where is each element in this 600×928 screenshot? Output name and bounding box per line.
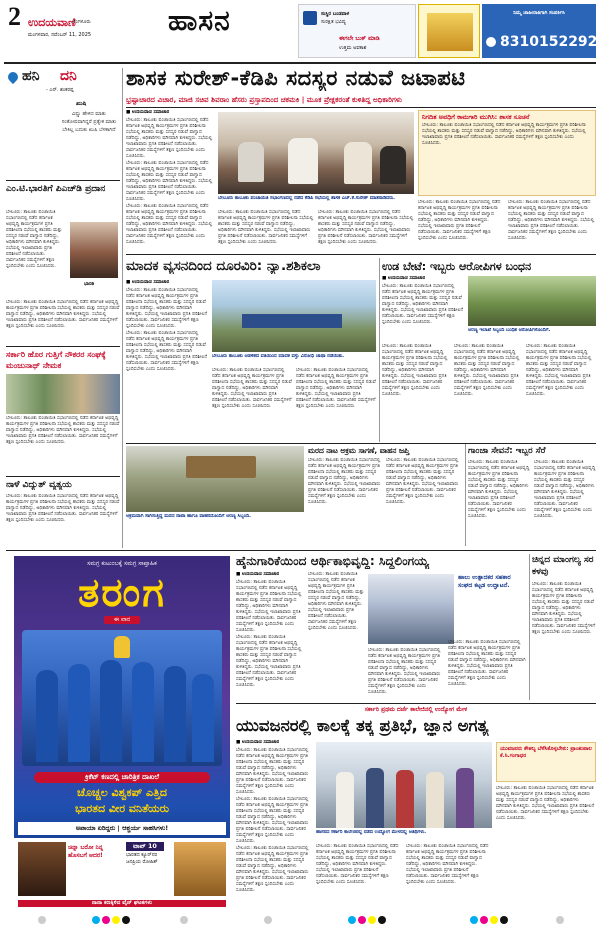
bottom-body-3: ಬೇಲೂರು: ತಾಲೂಕು ಪಂಚಾಯಿತಿ ಸಭಾಂಗಣದಲ್ಲಿ ನಡೆದ ಕರ್ನಾಟಕ ಅಭಿವೃದ್ಧಿ ಕಾರ್ಯಕ್ರಮಗಳ ಪ್ರಗತಿ ಪರಿಶೀಲನಾ ಸಭೆಯಲ್ಲಿ ಶಾಸಕರು ಮತ್ತು ಸದಸ್ಯರ ನಡುವೆ ವಾಗ್ವಾದ ನಡೆದಿದ್ದು, ಅಧಿಕಾರಿಗಳು ಮೌನವಾಗಿ ಕುಳಿತಿದ್ದರು. ಸಭೆಯಲ್ಲಿ ಇಲಾಖಾವಾರು ಪ್ರಗತಿ ಪರಿಶೀಲನೆ ನಡೆಸಲಾಯಿತು. ಸಾರ್ವಜನಿಕರ ಸಮಸ್ಯೆಗಳಿಗೆ ತಕ್ಷಣ ಸ್ಪಂದಿಸಬೇಕು ಎಂದು ಸೂಚಿಸಿದರು.	[236, 846, 309, 893]
masthead-rule	[4, 62, 596, 64]
lead-box	[418, 110, 596, 196]
ad3-phone[interactable]: 8310152292	[500, 34, 598, 50]
horticulture-body-1: ಬೇಲೂರು: ತಾಲೂಕು ಪಂಚಾಯಿತಿ ಸಭಾಂಗಣದಲ್ಲಿ ನಡೆದ ಕರ್ನಾಟಕ ಅಭಿವೃದ್ಧಿ ಕಾರ್ಯಕ್ರಮಗಳ ಪ್ರಗತಿ ಪರಿಶೀಲನಾ ಸಭೆಯಲ್ಲಿ ಶಾಸಕರು ಮತ್ತು ಸದಸ್ಯರ ನಡುವೆ ವಾಗ್ವಾದ ನಡೆದಿದ್ದು, ಅಧಿಕಾರಿಗಳು ಮೌನವಾಗಿ ಕುಳಿತಿದ್ದರು. ಸಭೆಯಲ್ಲಿ ಇಲಾಖಾವಾರು ಪ್ರಗತಿ ಪರಿಶೀಲನೆ ನಡೆಸಲಾಯಿತು. ಸಾರ್ವಜನಿಕರ ಸಮಸ್ಯೆಗಳಿಗೆ ತಕ್ಷಣ ಸ್ಪಂದಿಸಬೇಕು ಎಂದು ಸೂಚಿಸಿದರು.	[236, 580, 302, 633]
lead-body-2: ಬೇಲೂರು: ತಾಲೂಕು ಪಂಚಾಯಿತಿ ಸಭಾಂಗಣದಲ್ಲಿ ನಡೆದ ಕರ್ನಾಟಕ ಅಭಿವೃದ್ಧಿ ಕಾರ್ಯಕ್ರಮಗಳ ಪ್ರಗತಿ ಪರಿಶೀಲನಾ ಸಭೆಯಲ್ಲಿ ಶಾಸಕರು ಮತ್ತು ಸದಸ್ಯರ ನಡುವೆ ವಾಗ್ವಾದ ನಡೆದಿದ್ದು, ಅಧಿಕಾರಿಗಳು ಮೌನವಾಗಿ ಕುಳಿತಿದ್ದರು. ಸಭೆಯಲ್ಲಿ ಇಲಾಖಾವಾರು ಪ್ರಗತಿ ಪರಿಶೀಲನೆ ನಡೆಸಲಾಯಿತು. ಸಾರ್ವಜನಿಕರ ಸಮಸ್ಯೆಗಳಿಗೆ ತಕ್ಷಣ ಸ್ಪಂದಿಸಬೇಕು ಎಂದು ಸೂಚಿಸಿದರು.	[126, 161, 213, 202]
trophy-icon	[114, 636, 130, 658]
hani-dani-box	[6, 68, 120, 178]
paper-name: ಉದಯವಾಣಿ	[28, 16, 76, 29]
mango-body: ಬೇಲೂರು: ತಾಲೂಕು ಪಂಚಾಯಿತಿ ಸಭಾಂಗಣದಲ್ಲಿ ನಡೆದ ಕರ್ನಾಟಕ ಅಭಿವೃದ್ಧಿ ಕಾರ್ಯಕ್ರಮಗಳ ಪ್ರಗತಿ ಪರಿಶೀಲನಾ ಸಭೆಯಲ್ಲಿ ಶಾಸಕರು ಮತ್ತು ಸದಸ್ಯರ ನಡುವೆ ವಾಗ್ವಾದ ನಡೆದಿದ್ದು, ಅಧಿಕಾರಿಗಳು ಮೌನವಾಗಿ ಕುಳಿತಿದ್ದರು. ಸಭೆಯಲ್ಲಿ ಇಲಾಖಾವಾರು ಪ್ರಗತಿ ಪರಿಶೀಲನೆ ನಡೆಸಲಾಯಿತು. ಸಾರ್ವಜನಿಕರ ಸಮಸ್ಯೆಗಳಿಗೆ ತಕ್ಷಣ ಸ್ಪಂದಿಸಬೇಕು ಎಂದು ಸೂಚಿಸಿದರು.	[532, 582, 596, 635]
hani-label: ಹನಿ	[22, 68, 40, 84]
bottom-box	[496, 742, 596, 782]
horticulture-byline: ■ ಉದಯವಾಣಿ ಸಮಾಚಾರ	[236, 572, 280, 577]
lead-body-1: ಬೇಲೂರು: ತಾಲೂಕು ಪಂಚಾಯಿತಿ ಸಭಾಂಗಣದಲ್ಲಿ ನಡೆದ ಕರ್ನಾಟಕ ಅಭಿವೃದ್ಧಿ ಕಾರ್ಯಕ್ರಮಗಳ ಪ್ರಗತಿ ಪರಿಶೀಲನಾ ಸಭೆಯಲ್ಲಿ ಶಾಸಕರು ಮತ್ತು ಸದಸ್ಯರ ನಡುವೆ ವಾಗ್ವಾದ ನಡೆದಿದ್ದು, ಅಧಿಕಾರಿಗಳು ಮೌನವಾಗಿ ಕುಳಿತಿದ್ದರು. ಸಭೆಯಲ್ಲಿ ಇಲಾಖಾವಾರು ಪ್ರಗತಿ ಪರಿಶೀಲನೆ ನಡೆಸಲಾಯಿತು. ಸಾರ್ವಜನಿಕರ ಸಮಸ್ಯೆಗಳಿಗೆ ತಕ್ಷಣ ಸ್ಪಂದಿಸಬೇಕು ಎಂದು ಸೂಚಿಸಿದರು.	[126, 118, 213, 159]
timber-caption: ಅಕ್ರಮವಾಗಿ ಸಾಗಿಸುತ್ತಿದ್ದ ಮರದ ನಾಟಾ ಹಾಗೂ ವಾಹನದೊಂದಿಗೆ ಅರಣ್ಯ ಸಿಬ್ಬಂದಿ.	[126, 514, 251, 519]
taranga-sub: ಈ ವಾರ	[104, 616, 140, 624]
lead-byline: ■ ಉದಯವಾಣಿ ಸಮಾಚಾರ	[126, 110, 170, 115]
taranga-title: ತರಂಗ	[78, 570, 166, 616]
col-sep-ganja	[465, 444, 466, 546]
mango-headline: ಚಿನ್ನದ ಮಾಂಗಲ್ಯ ಸರ ಕಳವು	[532, 555, 594, 577]
left-rule-2	[6, 346, 120, 347]
lead-col-4: ಬೇಲೂರು: ತಾಲೂಕು ಪಂಚಾಯಿತಿ ಸಭಾಂಗಣದಲ್ಲಿ ನಡೆದ ಕರ್ನಾಟಕ ಅಭಿವೃದ್ಧಿ ಕಾರ್ಯಕ್ರಮಗಳ ಪ್ರಗತಿ ಪರಿಶೀಲನಾ ಸಭೆಯಲ್ಲಿ ಶಾಸಕರು ಮತ್ತು ಸದಸ್ಯರ ನಡುವೆ ವಾಗ್ವಾದ ನಡೆದಿದ್ದು, ಅಧಿಕಾರಿಗಳು ಮೌನವಾಗಿ ಕುಳಿತಿದ್ದರು. ಸಭೆಯಲ್ಲಿ ಇಲಾಖಾವಾರು ಪ್ರಗತಿ ಪರಿಶೀಲನೆ ನಡೆಸಲಾಯಿತು. ಸಾರ್ವಜನಿಕರ ಸಮಸ್ಯೆಗಳಿಗೆ ತಕ್ಷಣ ಸ್ಪಂದಿಸಬೇಕು ಎಂದು ಸೂಚಿಸಿದರು.	[418, 200, 501, 241]
edition-label: ಬೆಂಗಳೂರು	[72, 19, 91, 25]
ganja-headline: ಗಾಂಜಾ ಸೇವನೆ: ಇಬ್ಬರ ಸೆರೆ	[468, 446, 546, 456]
bank-logo-icon	[303, 11, 317, 25]
issue-date: ಮಂಗಳವಾರ, ನವೆಂಬರ್ 11, 2025	[28, 32, 92, 38]
story2-title: ಸರ್ಕಾರಿ ಹೊರ ಗುತ್ತಿಗೆ ನೌಕರರ ಸಂಘಕ್ಕೆ ಮಂಜುನಾಥ್ ನೇಮಕ	[6, 350, 106, 370]
taranga-line1: ಕ್ರಿಕೆಟ್ ಕಣದಲ್ಲಿ ಚಾರಿತ್ರಿಕ ದಾಖಲೆ	[34, 772, 210, 783]
story2-body: ಬೇಲೂರು: ತಾಲೂಕು ಪಂಚಾಯಿತಿ ಸಭಾಂಗಣದಲ್ಲಿ ನಡೆದ ಕರ್ನಾಟಕ ಅಭಿವೃದ್ಧಿ ಕಾರ್ಯಕ್ರಮಗಳ ಪ್ರಗತಿ ಪರಿಶೀಲನಾ ಸಭೆಯಲ್ಲಿ ಶಾಸಕರು ಮತ್ತು ಸದಸ್ಯರ ನಡುವೆ ವಾಗ್ವಾದ ನಡೆದಿದ್ದು, ಅಧಿಕಾರಿಗಳು ಮೌನವಾಗಿ ಕುಳಿತಿದ್ದರು. ಸಭೆಯಲ್ಲಿ ಇಲಾಖಾವಾರು ಪ್ರಗತಿ ಪರಿಶೀಲನೆ ನಡೆಸಲಾಯಿತು. ಸಾರ್ವಜನಿಕರ ಸಮಸ್ಯೆಗಳಿಗೆ ತಕ್ಷಣ ಸ್ಪಂದಿಸಬೇಕು ಎಂದು ಸೂಚಿಸಿದರು.	[6, 416, 120, 445]
timber-photo	[126, 446, 304, 512]
district-title: ಹಾಸನ	[168, 4, 231, 37]
ad2-image	[427, 13, 473, 51]
taranga-tagline: ಸಮಗ್ರ ಕುಟುಂಬಕ್ಕೆ ಸಮಗ್ರ ಸಾಪ್ತಾಹಿಕ	[87, 560, 157, 567]
ad3-line1: ನಿಮ್ಮ ಜಾಹೀರಾತಿಗಾಗಿ ಸಂಪರ್ಕಿಸಿ	[513, 10, 565, 16]
bottom-headline: ಯುವಜನರಲ್ಲಿ ಕಾಲಕ್ಕೆ ತಕ್ಕ ಪ್ರತಿಭೆ, ಜ್ಞಾನ ಅಗತ್ಯ	[236, 716, 489, 735]
drugs-headline: ಮಾದಕ ವ್ಯಸನದಿಂದ ದೂರವಿರಿ: ನ್ಯಾ.ಶಶಿಕಲಾ	[126, 258, 321, 274]
lead-photo	[218, 112, 414, 194]
poem-text: ವಿಷ್ಣು ಹೇಳಿದ ಮಾತು ಸಂತೋಷವಾಗಿದ್ದರೆ ಪ್ರತ್ಯೇಕ ಮಾತು ಬೇಕಿಲ್ಲ ಬದುಕು ಖುಷಿ ಬೆಳಕಾಗಿದೆ	[61, 111, 117, 133]
story1-title: ಎಂ.ಟಿ.ಭಾರತಿಗೆ ಪಿಎಚ್‌ಡಿ ಪ್ರದಾನ	[6, 184, 106, 194]
ad1-line2: ಸುರಕ್ಷಿತ ಭವಿಷ್ಯ	[321, 19, 346, 25]
forest-headline: ಉಡ ಬೇಟೆ: ಇಬ್ಬರು ಆರೋಪಿಗಳ ಬಂಧನ	[382, 260, 532, 273]
drop-icon	[6, 70, 20, 84]
lead-col-1	[126, 110, 214, 248]
left-rule-1	[6, 180, 120, 181]
lead-rule	[126, 107, 596, 108]
forest-photo	[468, 276, 596, 326]
rule-under-lead	[126, 254, 596, 255]
bottom-byline: ■ ಉದಯವಾಣಿ ಸಮಾಚಾರ	[236, 740, 280, 745]
drugs-body-1: ಬೇಲೂರು: ತಾಲೂಕು ಪಂಚಾಯಿತಿ ಸಭಾಂಗಣದಲ್ಲಿ ನಡೆದ ಕರ್ನಾಟಕ ಅಭಿವೃದ್ಧಿ ಕಾರ್ಯಕ್ರಮಗಳ ಪ್ರಗತಿ ಪರಿಶೀಲನಾ ಸಭೆಯಲ್ಲಿ ಶಾಸಕರು ಮತ್ತು ಸದಸ್ಯರ ನಡುವೆ ವಾಗ್ವಾದ ನಡೆದಿದ್ದು, ಅಧಿಕಾರಿಗಳು ಮೌನವಾಗಿ ಕುಳಿತಿದ್ದರು. ಸಭೆಯಲ್ಲಿ ಇಲಾಖಾವಾರು ಪ್ರಗತಿ ಪರಿಶೀಲನೆ ನಡೆಸಲಾಯಿತು. ಸಾರ್ವಜನಿಕರ ಸಮಸ್ಯೆಗಳಿಗೆ ತಕ್ಷಣ ಸ್ಪಂದಿಸಬೇಕು ಎಂದು ಸೂಚಿಸಿದರು.	[126, 288, 208, 329]
col-sep-left	[122, 68, 123, 548]
horticulture-headline: ಹೈನುಗಾರಿಕೆಯಿಂದ ಆರ್ಥಿಕಾಭಿವೃದ್ಧಿ: ಸಿದ್ದಲಿಂಗಯ್ಯ	[236, 554, 429, 568]
forest-col-2: ಬೇಲೂರು: ತಾಲೂಕು ಪಂಚಾಯಿತಿ ಸಭಾಂಗಣದಲ್ಲಿ ನಡೆದ ಕರ್ನಾಟಕ ಅಭಿವೃದ್ಧಿ ಕಾರ್ಯಕ್ರಮಗಳ ಪ್ರಗತಿ ಪರಿಶೀಲನಾ ಸಭೆಯಲ್ಲಿ ಶಾಸಕರು ಮತ್ತು ಸದಸ್ಯರ ನಡುವೆ ವಾಗ್ವಾದ ನಡೆದಿದ್ದು, ಅಧಿಕಾರಿಗಳು ಮೌನವಾಗಿ ಕುಳಿತಿದ್ದರು. ಸಭೆಯಲ್ಲಿ ಇಲಾಖಾವಾರು ಪ್ರಗತಿ ಪರಿಶೀಲನೆ ನಡೆಸಲಾಯಿತು. ಸಾರ್ವಜನಿಕರ ಸಮಸ್ಯೆಗಳಿಗೆ ತಕ್ಷಣ ಸ್ಪಂದಿಸಬೇಕು ಎಂದು ಸೂಚಿಸಿದರು.	[382, 344, 448, 397]
masthead	[0, 0, 600, 64]
hani-author: - ಎನ್. ಶಂಕರಪ್ಪ	[46, 87, 74, 93]
story1-body: ಬೇಲೂರು: ತಾಲೂಕು ಪಂಚಾಯಿತಿ ಸಭಾಂಗಣದಲ್ಲಿ ನಡೆದ ಕರ್ನಾಟಕ ಅಭಿವೃದ್ಧಿ ಕಾರ್ಯಕ್ರಮಗಳ ಪ್ರಗತಿ ಪರಿಶೀಲನಾ ಸಭೆಯಲ್ಲಿ ಶಾಸಕರು ಮತ್ತು ಸದಸ್ಯರ ನಡುವೆ ವಾಗ್ವಾದ ನಡೆದಿದ್ದು, ಅಧಿಕಾರಿಗಳು ಮೌನವಾಗಿ ಕುಳಿತಿದ್ದರು. ಸಭೆಯಲ್ಲಿ ಇಲಾಖಾವಾರು ಪ್ರಗತಿ ಪರಿಶೀಲನೆ ನಡೆಸಲಾಯಿತು. ಸಾರ್ವಜನಿಕರ ಸಮಸ್ಯೆಗಳಿಗೆ ತಕ್ಷಣ ಸ್ಪಂದಿಸಬೇಕು ಎಂದು ಸೂಚಿಸಿದರು.	[6, 210, 62, 269]
drugs-caption: ಬೇಲೂರು ತಾಲೂಕು ಆಡಳಿತದ ವತಿಯಿಂದ ಮಾದಕ ವಸ್ತು ವಿರೋಧಿ ಜಾಥಾ ನಡೆಯಿತು.	[212, 354, 345, 359]
lead-col-3: ಬೇಲೂರು: ತಾಲೂಕು ಪಂಚಾಯಿತಿ ಸಭಾಂಗಣದಲ್ಲಿ ನಡೆದ ಕರ್ನಾಟಕ ಅಭಿವೃದ್ಧಿ ಕಾರ್ಯಕ್ರಮಗಳ ಪ್ರಗತಿ ಪರಿಶೀಲನಾ ಸಭೆಯಲ್ಲಿ ಶಾಸಕರು ಮತ್ತು ಸದಸ್ಯರ ನಡುವೆ ವಾಗ್ವಾದ ನಡೆದಿದ್ದು, ಅಧಿಕಾರಿಗಳು ಮೌನವಾಗಿ ಕುಳಿತಿದ್ದರು. ಸಭೆಯಲ್ಲಿ ಇಲಾಖಾವಾರು ಪ್ರಗತಿ ಪರಿಶೀಲನೆ ನಡೆಸಲಾಯಿತು. ಸಾರ್ವಜನಿಕರ ಸಮಸ್ಯೆಗಳಿಗೆ ತಕ್ಷಣ ಸ್ಪಂದಿಸಬೇಕು ಎಂದು ಸೂಚಿಸಿದರು.	[318, 210, 414, 245]
rule-above-bottom	[236, 703, 596, 704]
ganja-col-1: ಬೇಲೂರು: ತಾಲೂಕು ಪಂಚಾಯಿತಿ ಸಭಾಂಗಣದಲ್ಲಿ ನಡೆದ ಕರ್ನಾಟಕ ಅಭಿವೃದ್ಧಿ ಕಾರ್ಯಕ್ರಮಗಳ ಪ್ರಗತಿ ಪರಿಶೀಲನಾ ಸಭೆಯಲ್ಲಿ ಶಾಸಕರು ಮತ್ತು ಸದಸ್ಯರ ನಡುವೆ ವಾಗ್ವಾದ ನಡೆದಿದ್ದು, ಅಧಿಕಾರಿಗಳು ಮೌನವಾಗಿ ಕುಳಿತಿದ್ದರು. ಸಭೆಯಲ್ಲಿ ಇಲಾಖಾವಾರು ಪ್ರಗತಿ ಪರಿಶೀಲನೆ ನಡೆಸಲಾಯಿತು. ಸಾರ್ವಜನಿಕರ ಸಮಸ್ಯೆಗಳಿಗೆ ತಕ್ಷಣ ಸ್ಪಂದಿಸಬೇಕು ಎಂದು ಸೂಚಿಸಿದರು.	[468, 460, 530, 519]
bottom-col-3: ಬೇಲೂರು: ತಾಲೂಕು ಪಂಚಾಯಿತಿ ಸಭಾಂಗಣದಲ್ಲಿ ನಡೆದ ಕರ್ನಾಟಕ ಅಭಿವೃದ್ಧಿ ಕಾರ್ಯಕ್ರಮಗಳ ಪ್ರಗತಿ ಪರಿಶೀಲನಾ ಸಭೆಯಲ್ಲಿ ಶಾಸಕರು ಮತ್ತು ಸದಸ್ಯರ ನಡುವೆ ವಾಗ್ವಾದ ನಡೆದಿದ್ದು, ಅಧಿಕಾರಿಗಳು ಮೌನವಾಗಿ ಕುಳಿತಿದ್ದರು. ಸಭೆಯಲ್ಲಿ ಇಲಾಖಾವಾರು ಪ್ರಗತಿ ಪರಿಶೀಲನೆ ನಡೆಸಲಾಯಿತು. ಸಾರ್ವಜನಿಕರ ಸಮಸ್ಯೆಗಳಿಗೆ ತಕ್ಷಣ ಸ್ಪಂದಿಸಬೇಕು ಎಂದು ಸೂಚಿಸಿದರು.	[406, 844, 489, 885]
story2-photo	[6, 374, 120, 414]
taranga-top10: ಟಾಪ್ 10	[126, 842, 164, 851]
bottom-body-2: ಬೇಲೂರು: ತಾಲೂಕು ಪಂಚಾಯಿತಿ ಸಭಾಂಗಣದಲ್ಲಿ ನಡೆದ ಕರ್ನಾಟಕ ಅಭಿವೃದ್ಧಿ ಕಾರ್ಯಕ್ರಮಗಳ ಪ್ರಗತಿ ಪರಿಶೀಲನಾ ಸಭೆಯಲ್ಲಿ ಶಾಸಕರು ಮತ್ತು ಸದಸ್ಯರ ನಡುವೆ ವಾಗ್ವಾದ ನಡೆದಿದ್ದು, ಅಧಿಕಾರಿಗಳು ಮೌನವಾಗಿ ಕುಳಿತಿದ್ದರು. ಸಭೆಯಲ್ಲಿ ಇಲಾಖಾವಾರು ಪ್ರಗತಿ ಪರಿಶೀಲನೆ ನಡೆಸಲಾಯಿತು. ಸಾರ್ವಜನಿಕರ ಸಮಸ್ಯೆಗಳಿಗೆ ತಕ್ಷಣ ಸ್ಪಂದಿಸಬೇಕು ಎಂದು ಸೂಚಿಸಿದರು.	[236, 797, 309, 844]
taranga-line3: ಭಾರತದ ವೀರ ವನಿತೆಯರು	[74, 802, 170, 815]
masthead-ad-2	[418, 4, 480, 58]
poem-title: ಖುಷಿ	[76, 100, 87, 107]
story3-body: ಬೇಲೂರು: ತಾಲೂಕು ಪಂಚಾಯಿತಿ ಸಭಾಂಗಣದಲ್ಲಿ ನಡೆದ ಕರ್ನಾಟಕ ಅಭಿವೃದ್ಧಿ ಕಾರ್ಯಕ್ರಮಗಳ ಪ್ರಗತಿ ಪರಿಶೀಲನಾ ಸಭೆಯಲ್ಲಿ ಶಾಸಕರು ಮತ್ತು ಸದಸ್ಯರ ನಡುವೆ ವಾಗ್ವಾದ ನಡೆದಿದ್ದು, ಅಧಿಕಾರಿಗಳು ಮೌನವಾಗಿ ಕುಳಿತಿದ್ದರು. ಸಭೆಯಲ್ಲಿ ಇಲಾಖಾವಾರು ಪ್ರಗತಿ ಪರಿಶೀಲನೆ ನಡೆಸಲಾಯಿತು. ಸಾರ್ವಜನಿಕರ ಸಮಸ್ಯೆಗಳಿಗೆ ತಕ್ಷಣ ಸ್ಪಂದಿಸಬೇಕು ಎಂದು ಸೂಚಿಸಿದರು.	[6, 494, 120, 523]
masthead-ad-1	[298, 4, 416, 58]
lead-body-3: ಬೇಲೂರು: ತಾಲೂಕು ಪಂಚಾಯಿತಿ ಸಭಾಂಗಣದಲ್ಲಿ ನಡೆದ ಕರ್ನಾಟಕ ಅಭಿವೃದ್ಧಿ ಕಾರ್ಯಕ್ರಮಗಳ ಪ್ರಗತಿ ಪರಿಶೀಲನಾ ಸಭೆಯಲ್ಲಿ ಶಾಸಕರು ಮತ್ತು ಸದಸ್ಯರ ನಡುವೆ ವಾಗ್ವಾದ ನಡೆದಿದ್ದು, ಅಧಿಕಾರಿಗಳು ಮೌನವಾಗಿ ಕುಳಿತಿದ್ದರು. ಸಭೆಯಲ್ಲಿ ಇಲಾಖಾವಾರು ಪ್ರಗತಿ ಪರಿಶೀಲನೆ ನಡೆಸಲಾಯಿತು. ಸಾರ್ವಜನಿಕರ ಸಮಸ್ಯೆಗಳಿಗೆ ತಕ್ಷಣ ಸ್ಪಂದಿಸಬೇಕು ಎಂದು ಸೂಚಿಸಿದರು.	[126, 204, 213, 245]
bottom-col-2: ಬೇಲೂರು: ತಾಲೂಕು ಪಂಚಾಯಿತಿ ಸಭಾಂಗಣದಲ್ಲಿ ನಡೆದ ಕರ್ನಾಟಕ ಅಭಿವೃದ್ಧಿ ಕಾರ್ಯಕ್ರಮಗಳ ಪ್ರಗತಿ ಪರಿಶೀಲನಾ ಸಭೆಯಲ್ಲಿ ಶಾಸಕರು ಮತ್ತು ಸದಸ್ಯರ ನಡುವೆ ವಾಗ್ವಾದ ನಡೆದಿದ್ದು, ಅಧಿಕಾರಿಗಳು ಮೌನವಾಗಿ ಕುಳಿತಿದ್ದರು. ಸಭೆಯಲ್ಲಿ ಇಲಾಖಾವಾರು ಪ್ರಗತಿ ಪರಿಶೀಲನೆ ನಡೆಸಲಾಯಿತು. ಸಾರ್ವಜನಿಕರ ಸಮಸ್ಯೆಗಳಿಗೆ ತಕ್ಷಣ ಸ್ಪಂದಿಸಬೇಕು ಎಂದು ಸೂಚಿಸಿದರು.	[316, 844, 399, 885]
bottom-photo-1	[18, 842, 66, 896]
rule-mid-page	[126, 443, 596, 444]
horticulture-body-2: ಬೇಲೂರು: ತಾಲೂಕು ಪಂಚಾಯಿತಿ ಸಭಾಂಗಣದಲ್ಲಿ ನಡೆದ ಕರ್ನಾಟಕ ಅಭಿವೃದ್ಧಿ ಕಾರ್ಯಕ್ರಮಗಳ ಪ್ರಗತಿ ಪರಿಶೀಲನಾ ಸಭೆಯಲ್ಲಿ ಶಾಸಕರು ಮತ್ತು ಸದಸ್ಯರ ನಡುವೆ ವಾಗ್ವಾದ ನಡೆದಿದ್ದು, ಅಧಿಕಾರಿಗಳು ಮೌನವಾಗಿ ಕುಳಿತಿದ್ದರು. ಸಭೆಯಲ್ಲಿ ಇಲಾಖಾವಾರು ಪ್ರಗತಿ ಪರಿಶೀಲನೆ ನಡೆಸಲಾಯಿತು. ಸಾರ್ವಜನಿಕರ ಸಮಸ್ಯೆಗಳಿಗೆ ತಕ್ಷಣ ಸ್ಪಂದಿಸಬೇಕು ಎಂದು ಸೂಚಿಸಿದರು.	[236, 635, 302, 688]
drugs-byline: ■ ಉದಯವಾಣಿ ಸಮಾಚಾರ	[126, 280, 170, 285]
forest-col-3: ಬೇಲೂರು: ತಾಲೂಕು ಪಂಚಾಯಿತಿ ಸಭಾಂಗಣದಲ್ಲಿ ನಡೆದ ಕರ್ನಾಟಕ ಅಭಿವೃದ್ಧಿ ಕಾರ್ಯಕ್ರಮಗಳ ಪ್ರಗತಿ ಪರಿಶೀಲನಾ ಸಭೆಯಲ್ಲಿ ಶಾಸಕರು ಮತ್ತು ಸದಸ್ಯರ ನಡುವೆ ವಾಗ್ವಾದ ನಡೆದಿದ್ದು, ಅಧಿಕಾರಿಗಳು ಮೌನವಾಗಿ ಕುಳಿತಿದ್ದರು. ಸಭೆಯಲ್ಲಿ ಇಲಾಖಾವಾರು ಪ್ರಗತಿ ಪರಿಶೀಲನೆ ನಡೆಸಲಾಯಿತು. ಸಾರ್ವಜನಿಕರ ಸಮಸ್ಯೆಗಳಿಗೆ ತಕ್ಷಣ ಸ್ಪಂದಿಸಬೇಕು ಎಂದು ಸೂಚಿಸಿದರು.	[454, 344, 520, 397]
taranga-ad[interactable]	[14, 556, 230, 912]
team-photo	[22, 630, 222, 766]
timber-headline: ಮರದ ನಾಟ ಅಕ್ರಮ ಸಾಗಣೆ, ವಾಹನ ಜಪ್ತಿ	[308, 446, 410, 455]
lead-subhead: ಭ್ರಷ್ಟಾಚಾರದ ವಿಚಾರ, ಮಾಜಿ ಸಚಿವ ಶಿವರಾಂ ಹೆಸರು ಪ್ರಸ್ತಾಪದಿಂದ ಚಕಮಕಿ | ಮೂಕ ಪ್ರೇಕ್ಷಕರಂತೆ ಕುಳಿತಿದ್ದ ಅಧಿಕಾರಿಗಳು	[126, 95, 403, 104]
bottom-kicker: ಸರ್ಕಾರಿ ಪ್ರಥಮ ದರ್ಜೆ ಕಾಲೇಜಿನಲ್ಲಿ ಉದ್ಯೋಗ ಮೇಳ	[364, 706, 468, 713]
story1-body-2: ಬೇಲೂರು: ತಾಲೂಕು ಪಂಚಾಯಿತಿ ಸಭಾಂಗಣದಲ್ಲಿ ನಡೆದ ಕರ್ನಾಟಕ ಅಭಿವೃದ್ಧಿ ಕಾರ್ಯಕ್ರಮಗಳ ಪ್ರಗತಿ ಪರಿಶೀಲನಾ ಸಭೆಯಲ್ಲಿ ಶಾಸಕರು ಮತ್ತು ಸದಸ್ಯರ ನಡುವೆ ವಾಗ್ವಾದ ನಡೆದಿದ್ದು, ಅಧಿಕಾರಿಗಳು ಮೌನವಾಗಿ ಕುಳಿತಿದ್ದರು. ಸಭೆಯಲ್ಲಿ ಇಲಾಖಾವಾರು ಪ್ರಗತಿ ಪರಿಶೀಲನೆ ನಡೆಸಲಾಯಿತು. ಸಾರ್ವಜನಿಕರ ಸಮಸ್ಯೆಗಳಿಗೆ ತಕ್ಷಣ ಸ್ಪಂದಿಸಬೇಕು ಎಂದು ಸೂಚಿಸಿದರು.	[6, 300, 120, 329]
story1-caption: ಭಾರತಿ	[84, 282, 95, 287]
horticulture-photo	[368, 574, 454, 644]
lead-box-title: ನಿಗದಿತ ಅವಧಿಗೆ ಕಾಮಗಾರಿ ಮುಗಿಸಿ: ಶಾಸಕ ಸೂಚನೆ	[422, 113, 530, 121]
bottom-body-1: ಬೇಲೂರು: ತಾಲೂಕು ಪಂಚಾಯಿತಿ ಸಭಾಂಗಣದಲ್ಲಿ ನಡೆದ ಕರ್ನಾಟಕ ಅಭಿವೃದ್ಧಿ ಕಾರ್ಯಕ್ರಮಗಳ ಪ್ರಗತಿ ಪರಿಶೀಲನಾ ಸಭೆಯಲ್ಲಿ ಶಾಸಕರು ಮತ್ತು ಸದಸ್ಯರ ನಡುವೆ ವಾಗ್ವಾದ ನಡೆದಿದ್ದು, ಅಧಿಕಾರಿಗಳು ಮೌನವಾಗಿ ಕುಳಿತಿದ್ದರು. ಸಭೆಯಲ್ಲಿ ಇಲಾಖಾವಾರು ಪ್ರಗತಿ ಪರಿಶೀಲನೆ ನಡೆಸಲಾಯಿತು. ಸಾರ್ವಜನಿಕರ ಸಮಸ್ಯೆಗಳಿಗೆ ತಕ್ಷಣ ಸ್ಪಂದಿಸಬೇಕು ಎಂದು ಸೂಚಿಸಿದರು.	[236, 748, 309, 795]
drugs-photo	[212, 280, 376, 352]
registration-marks	[0, 914, 600, 928]
bottom-photo-2	[174, 842, 226, 896]
bottom-box-text: ಯುವಜನರು ಕೌಶಲ್ಯ ಬೆಳೆಸಿಕೊಳ್ಳಬೇಕು: ಪ್ರಾಂಶುಪಾಲ ಕೆ.ಸಿ.ಗಂಗಾಧರ	[500, 746, 592, 759]
forest-body-1: ಬೇಲೂರು: ತಾಲೂಕು ಪಂಚಾಯಿತಿ ಸಭಾಂಗಣದಲ್ಲಿ ನಡೆದ ಕರ್ನಾಟಕ ಅಭಿವೃದ್ಧಿ ಕಾರ್ಯಕ್ರಮಗಳ ಪ್ರಗತಿ ಪರಿಶೀಲನಾ ಸಭೆಯಲ್ಲಿ ಶಾಸಕರು ಮತ್ತು ಸದಸ್ಯರ ನಡುವೆ ವಾಗ್ವಾದ ನಡೆದಿದ್ದು, ಅಧಿಕಾರಿಗಳು ಮೌನವಾಗಿ ಕುಳಿತಿದ್ದರು. ಸಭೆಯಲ್ಲಿ ಇಲಾಖಾವಾರು ಪ್ರಗತಿ ಪರಿಶೀಲನೆ ನಡೆಸಲಾಯಿತು. ಸಾರ್ವಜನಿಕರ ಸಮಸ್ಯೆಗಳಿಗೆ ತಕ್ಷಣ ಸ್ಪಂದಿಸಬೇಕು ಎಂದು ಸೂಚಿಸಿದರು.	[382, 284, 464, 324]
forest-byline: ■ ಉದಯವಾಣಿ ಸಮಾಚಾರ	[382, 276, 426, 281]
story1-photo	[70, 222, 118, 278]
drugs-col-2: ಬೇಲೂರು: ತಾಲೂಕು ಪಂಚಾಯಿತಿ ಸಭಾಂಗಣದಲ್ಲಿ ನಡೆದ ಕರ್ನಾಟಕ ಅಭಿವೃದ್ಧಿ ಕಾರ್ಯಕ್ರಮಗಳ ಪ್ರಗತಿ ಪರಿಶೀಲನಾ ಸಭೆಯಲ್ಲಿ ಶಾಸಕರು ಮತ್ತು ಸದಸ್ಯರ ನಡುವೆ ವಾಗ್ವಾದ ನಡೆದಿದ್ದು, ಅಧಿಕಾರಿಗಳು ಮೌನವಾಗಿ ಕುಳಿತಿದ್ದರು. ಸಭೆಯಲ್ಲಿ ಇಲಾಖಾವಾರು ಪ್ರಗತಿ ಪರಿಶೀಲನೆ ನಡೆಸಲಾಯಿತು. ಸಾರ್ವಜನಿಕರ ಸಮಸ್ಯೆಗಳಿಗೆ ತಕ್ಷಣ ಸ್ಪಂದಿಸಬೇಕು ಎಂದು ಸೂಚಿಸಿದರು.	[212, 368, 292, 409]
bottom-caption: ಹಾಸನದ ಸರ್ಕಾರಿ ಕಾಲೇಜಿನಲ್ಲಿ ನಡೆದ ಉದ್ಯೋಗ ಮೇಳದಲ್ಲಿ ಅತಿಥಿಗಳು.	[316, 830, 427, 835]
masthead-ad-3	[482, 4, 596, 58]
lead-caption: ಬೇಲೂರು ತಾಲೂಕು ಪಂಚಾಯಿತಿ ಸಭಾಂಗಣದಲ್ಲಿ ನಡೆದ ಕೆಡಿಪಿ ಸಭೆಯಲ್ಲಿ ಶಾಸಕ ಎಚ್.ಕೆ.ಸುರೇಶ್ ಮಾತನಾಡಿದರು.	[218, 196, 395, 201]
phone-icon	[486, 37, 496, 47]
ganja-col-2: ಬೇಲೂರು: ತಾಲೂಕು ಪಂಚಾಯಿತಿ ಸಭಾಂಗಣದಲ್ಲಿ ನಡೆದ ಕರ್ನಾಟಕ ಅಭಿವೃದ್ಧಿ ಕಾರ್ಯಕ್ರಮಗಳ ಪ್ರಗತಿ ಪರಿಶೀಲನಾ ಸಭೆಯಲ್ಲಿ ಶಾಸಕರು ಮತ್ತು ಸದಸ್ಯರ ನಡುವೆ ವಾಗ್ವಾದ ನಡೆದಿದ್ದು, ಅಧಿಕಾರಿಗಳು ಮೌನವಾಗಿ ಕುಳಿತಿದ್ದರು. ಸಭೆಯಲ್ಲಿ ಇಲಾಖಾವಾರು ಪ್ರಗತಿ ಪರಿಶೀಲನೆ ನಡೆಸಲಾಯಿತು. ಸಾರ್ವಜನಿಕರ ಸಮಸ್ಯೆಗಳಿಗೆ ತಕ್ಷಣ ಸ್ಪಂದಿಸಬೇಕು ಎಂದು ಸೂಚಿಸಿದರು.	[534, 460, 596, 519]
timber-col-1: ಬೇಲೂರು: ತಾಲೂಕು ಪಂಚಾಯಿತಿ ಸಭಾಂಗಣದಲ್ಲಿ ನಡೆದ ಕರ್ನಾಟಕ ಅಭಿವೃದ್ಧಿ ಕಾರ್ಯಕ್ರಮಗಳ ಪ್ರಗತಿ ಪರಿಶೀಲನಾ ಸಭೆಯಲ್ಲಿ ಶಾಸಕರು ಮತ್ತು ಸದಸ್ಯರ ನಡುವೆ ವಾಗ್ವಾದ ನಡೆದಿದ್ದು, ಅಧಿಕಾರಿಗಳು ಮೌನವಾಗಿ ಕುಳಿತಿದ್ದರು. ಸಭೆಯಲ್ಲಿ ಇಲಾಖಾವಾರು ಪ್ರಗತಿ ಪರಿಶೀಲನೆ ನಡೆಸಲಾಯಿತು. ಸಾರ್ವಜನಿಕರ ಸಮಸ್ಯೆಗಳಿಗೆ ತಕ್ಷಣ ಸ್ಪಂದಿಸಬೇಕು ಎಂದು ಸೂಚಿಸಿದರು.	[308, 458, 381, 505]
horticulture-col-2: ಬೇಲೂರು: ತಾಲೂಕು ಪಂಚಾಯಿತಿ ಸಭಾಂಗಣದಲ್ಲಿ ನಡೆದ ಕರ್ನಾಟಕ ಅಭಿವೃದ್ಧಿ ಕಾರ್ಯಕ್ರಮಗಳ ಪ್ರಗತಿ ಪರಿಶೀಲನಾ ಸಭೆಯಲ್ಲಿ ಶಾಸಕರು ಮತ್ತು ಸದಸ್ಯರ ನಡುವೆ ವಾಗ್ವಾದ ನಡೆದಿದ್ದು, ಅಧಿಕಾರಿಗಳು ಮೌನವಾಗಿ ಕುಳಿತಿದ್ದರು. ಸಭೆಯಲ್ಲಿ ಇಲಾಖಾವಾರು ಪ್ರಗತಿ ಪರಿಶೀಲನೆ ನಡೆಸಲಾಯಿತು. ಸಾರ್ವಜನಿಕರ ಸಮಸ್ಯೆಗಳಿಗೆ ತಕ್ಷಣ ಸ್ಪಂದಿಸಬೇಕು ಎಂದು ಸೂಚಿಸಿದರು.	[308, 572, 364, 631]
page-number: 2	[8, 2, 21, 31]
horticulture-quote: ಹಾಲು ಉತ್ಪಾದಕರ ಸಹಕಾರ ಸಂಘದ ಕಟ್ಟಡ ಉದ್ಘಾಟನೆ.	[458, 574, 511, 589]
col-sep-mango	[529, 554, 530, 700]
forest-col-1	[382, 276, 464, 324]
horticulture-col-3: ಬೇಲೂರು: ತಾಲೂಕು ಪಂಚಾಯಿತಿ ಸಭಾಂಗಣದಲ್ಲಿ ನಡೆದ ಕರ್ನಾಟಕ ಅಭಿವೃದ್ಧಿ ಕಾರ್ಯಕ್ರಮಗಳ ಪ್ರಗತಿ ಪರಿಶೀಲನಾ ಸಭೆಯಲ್ಲಿ ಶಾಸಕರು ಮತ್ತು ಸದಸ್ಯರ ನಡುವೆ ವಾಗ್ವಾದ ನಡೆದಿದ್ದು, ಅಧಿಕಾರಿಗಳು ಮೌನವಾಗಿ ಕುಳಿತಿದ್ದರು. ಸಭೆಯಲ್ಲಿ ಇಲಾಖಾವಾರು ಪ್ರಗತಿ ಪರಿಶೀಲನೆ ನಡೆಸಲಾಯಿತು. ಸಾರ್ವಜನಿಕರ ಸಮಸ್ಯೆಗಳಿಗೆ ತಕ್ಷಣ ಸ್ಪಂದಿಸಬೇಕು ಎಂದು ಸೂಚಿಸಿದರು.	[368, 648, 441, 695]
drugs-body-2: ಬೇಲೂರು: ತಾಲೂಕು ಪಂಚಾಯಿತಿ ಸಭಾಂಗಣದಲ್ಲಿ ನಡೆದ ಕರ್ನಾಟಕ ಅಭಿವೃದ್ಧಿ ಕಾರ್ಯಕ್ರಮಗಳ ಪ್ರಗತಿ ಪರಿಶೀಲನಾ ಸಭೆಯಲ್ಲಿ ಶಾಸಕರು ಮತ್ತು ಸದಸ್ಯರ ನಡುವೆ ವಾಗ್ವಾದ ನಡೆದಿದ್ದು, ಅಧಿಕಾರಿಗಳು ಮೌನವಾಗಿ ಕುಳಿತಿದ್ದರು. ಸಭೆಯಲ್ಲಿ ಇಲಾಖಾವಾರು ಪ್ರಗತಿ ಪರಿಶೀಲನೆ ನಡೆಸಲಾಯಿತು. ಸಾರ್ವಜನಿಕರ ಸಮಸ್ಯೆಗಳಿಗೆ ತಕ್ಷಣ ಸ್ಪಂದಿಸಬೇಕು ಎಂದು ಸೂಚಿಸಿದರು.	[126, 331, 208, 372]
horticulture-col-1	[236, 572, 304, 698]
rule-above-taranga	[6, 550, 596, 551]
taranga-line4: ಅಪಾಯಾ ಏರಿದ್ದರು | ಆಶ್ಚರ್ಯ ಸಾಹಸಿಗಳು!	[18, 822, 226, 835]
taranga-bottom	[14, 838, 230, 912]
lead-headline: ಶಾಸಕ ಸುರೇಶ್‌-ಕೆಡಿಪಿ ಸದಸ್ಯರ ನಡುವೆ ಜಟಾಪಟಿ	[126, 66, 466, 90]
lead-col-5: ಬೇಲೂರು: ತಾಲೂಕು ಪಂಚಾಯಿತಿ ಸಭಾಂಗಣದಲ್ಲಿ ನಡೆದ ಕರ್ನಾಟಕ ಅಭಿವೃದ್ಧಿ ಕಾರ್ಯಕ್ರಮಗಳ ಪ್ರಗತಿ ಪರಿಶೀಲನಾ ಸಭೆಯಲ್ಲಿ ಶಾಸಕರು ಮತ್ತು ಸದಸ್ಯರ ನಡುವೆ ವಾಗ್ವಾದ ನಡೆದಿದ್ದು, ಅಧಿಕಾರಿಗಳು ಮೌನವಾಗಿ ಕುಳಿತಿದ್ದರು. ಸಭೆಯಲ್ಲಿ ಇಲಾಖಾವಾರು ಪ್ರಗತಿ ಪರಿಶೀಲನೆ ನಡೆಸಲಾಯಿತು. ಸಾರ್ವಜನಿಕರ ಸಮಸ್ಯೆಗಳಿಗೆ ತಕ್ಷಣ ಸ್ಪಂದಿಸಬೇಕು ಎಂದು ಸೂಚಿಸಿದರು.	[508, 200, 595, 241]
lead-box-body: ಬೇಲೂರು: ತಾಲೂಕು ಪಂಚಾಯಿತಿ ಸಭಾಂಗಣದಲ್ಲಿ ನಡೆದ ಕರ್ನಾಟಕ ಅಭಿವೃದ್ಧಿ ಕಾರ್ಯಕ್ರಮಗಳ ಪ್ರಗತಿ ಪರಿಶೀಲನಾ ಸಭೆಯಲ್ಲಿ ಶಾಸಕರು ಮತ್ತು ಸದಸ್ಯರ ನಡುವೆ ವಾಗ್ವಾದ ನಡೆದಿದ್ದು, ಅಧಿಕಾರಿಗಳು ಮೌನವಾಗಿ ಕುಳಿತಿದ್ದರು. ಸಭೆಯಲ್ಲಿ ಇಲಾಖಾವಾರು ಪ್ರಗತಿ ಪರಿಶೀಲನೆ ನಡೆಸಲಾಯಿತು. ಸಾರ್ವಜನಿಕರ ಸಮಸ್ಯೆಗಳಿಗೆ ತಕ್ಷಣ ಸ್ಪಂದಿಸಬೇಕು ಎಂದು ಸೂಚಿಸಿದರು.	[422, 123, 586, 146]
bottom-photo	[316, 742, 492, 828]
col-sep-mid	[379, 258, 380, 442]
bottom-col-4: ಬೇಲೂರು: ತಾಲೂಕು ಪಂಚಾಯಿತಿ ಸಭಾಂಗಣದಲ್ಲಿ ನಡೆದ ಕರ್ನಾಟಕ ಅಭಿವೃದ್ಧಿ ಕಾರ್ಯಕ್ರಮಗಳ ಪ್ರಗತಿ ಪರಿಶೀಲನಾ ಸಭೆಯಲ್ಲಿ ಶಾಸಕರು ಮತ್ತು ಸದಸ್ಯರ ನಡುವೆ ವಾಗ್ವಾದ ನಡೆದಿದ್ದು, ಅಧಿಕಾರಿಗಳು ಮೌನವಾಗಿ ಕುಳಿತಿದ್ದರು. ಸಭೆಯಲ್ಲಿ ಇಲಾಖಾವಾರು ಪ್ರಗತಿ ಪರಿಶೀಲನೆ ನಡೆಸಲಾಯಿತು. ಸಾರ್ವಜನಿಕರ ಸಮಸ್ಯೆಗಳಿಗೆ ತಕ್ಷಣ ಸ್ಪಂದಿಸಬೇಕು ಎಂದು ಸೂಚಿಸಿದರು.	[496, 786, 595, 821]
story3-title: ನಾಳೆ ವಿದ್ಯುತ್ ವ್ಯತ್ಯಯ	[6, 480, 72, 490]
timber-col-2: ಬೇಲೂರು: ತಾಲೂಕು ಪಂಚಾಯಿತಿ ಸಭಾಂಗಣದಲ್ಲಿ ನಡೆದ ಕರ್ನಾಟಕ ಅಭಿವೃದ್ಧಿ ಕಾರ್ಯಕ್ರಮಗಳ ಪ್ರಗತಿ ಪರಿಶೀಲನಾ ಸಭೆಯಲ್ಲಿ ಶಾಸಕರು ಮತ್ತು ಸದಸ್ಯರ ನಡುವೆ ವಾಗ್ವಾದ ನಡೆದಿದ್ದು, ಅಧಿಕಾರಿಗಳು ಮೌನವಾಗಿ ಕುಳಿತಿದ್ದರು. ಸಭೆಯಲ್ಲಿ ಇಲಾಖಾವಾರು ಪ್ರಗತಿ ಪರಿಶೀಲನೆ ನಡೆಸಲಾಯಿತು. ಸಾರ್ವಜನಿಕರ ಸಮಸ್ಯೆಗಳಿಗೆ ತಕ್ಷಣ ಸ್ಪಂದಿಸಬೇಕು ಎಂದು ಸೂಚಿಸಿದರು.	[386, 458, 459, 505]
ad1-line1: ಸುಸ್ಥಿರ ಬಂಡವಾಳ	[321, 11, 350, 17]
taranga-line2: ಚೊಚ್ಚಲ ವಿಶ್ವಕಪ್ ಎತ್ತಿದ	[77, 786, 167, 799]
taranga-top10-sub: ಭಾರತದ ಕ್ಯೂರ್‌ನರ ಜನಪ್ರಿಯ ರೋಹಿತ್	[126, 852, 158, 865]
drugs-col-1	[126, 280, 208, 440]
horticulture-col-4: ಬೇಲೂರು: ತಾಲೂಕು ಪಂಚಾಯಿತಿ ಸಭಾಂಗಣದಲ್ಲಿ ನಡೆದ ಕರ್ನಾಟಕ ಅಭಿವೃದ್ಧಿ ಕಾರ್ಯಕ್ರಮಗಳ ಪ್ರಗತಿ ಪರಿಶೀಲನಾ ಸಭೆಯಲ್ಲಿ ಶಾಸಕರು ಮತ್ತು ಸದಸ್ಯರ ನಡುವೆ ವಾಗ್ವಾದ ನಡೆದಿದ್ದು, ಅಧಿಕಾರಿಗಳು ಮೌನವಾಗಿ ಕುಳಿತಿದ್ದರು. ಸಭೆಯಲ್ಲಿ ಇಲಾಖಾವಾರು ಪ್ರಗತಿ ಪರಿಶೀಲನೆ ನಡೆಸಲಾಯಿತು. ಸಾರ್ವಜನಿಕರ ಸಮಸ್ಯೆಗಳಿಗೆ ತಕ್ಷಣ ಸ್ಪಂದಿಸಬೇಕು ಎಂದು ಸೂಚಿಸಿದರು.	[448, 640, 526, 687]
ad1-line4: ಉತ್ತಮ ಅವಕಾಶ	[339, 45, 367, 51]
taranga-bottom-left: ಚಿನ್ನಾ ಬರೋ ನಿನ್ನ ಹೊಸಬಗೆ ಆದರ!	[68, 844, 103, 859]
forest-col-4: ಬೇಲೂರು: ತಾಲೂಕು ಪಂಚಾಯಿತಿ ಸಭಾಂಗಣದಲ್ಲಿ ನಡೆದ ಕರ್ನಾಟಕ ಅಭಿವೃದ್ಧಿ ಕಾರ್ಯಕ್ರಮಗಳ ಪ್ರಗತಿ ಪರಿಶೀಲನಾ ಸಭೆಯಲ್ಲಿ ಶಾಸಕರು ಮತ್ತು ಸದಸ್ಯರ ನಡುವೆ ವಾಗ್ವಾದ ನಡೆದಿದ್ದು, ಅಧಿಕಾರಿಗಳು ಮೌನವಾಗಿ ಕುಳಿತಿದ್ದರು. ಸಭೆಯಲ್ಲಿ ಇಲಾಖಾವಾರು ಪ್ರಗತಿ ಪರಿಶೀಲನೆ ನಡೆಸಲಾಯಿತು. ಸಾರ್ವಜನಿಕರ ಸಮಸ್ಯೆಗಳಿಗೆ ತಕ್ಷಣ ಸ್ಪಂದಿಸಬೇಕು ಎಂದು ಸೂಚಿಸಿದರು.	[526, 344, 592, 397]
lead-col-2: ಬೇಲೂರು: ತಾಲೂಕು ಪಂಚಾಯಿತಿ ಸಭಾಂಗಣದಲ್ಲಿ ನಡೆದ ಕರ್ನಾಟಕ ಅಭಿವೃದ್ಧಿ ಕಾರ್ಯಕ್ರಮಗಳ ಪ್ರಗತಿ ಪರಿಶೀಲನಾ ಸಭೆಯಲ್ಲಿ ಶಾಸಕರು ಮತ್ತು ಸದಸ್ಯರ ನಡುವೆ ವಾಗ್ವಾದ ನಡೆದಿದ್ದು, ಅಧಿಕಾರಿಗಳು ಮೌನವಾಗಿ ಕುಳಿತಿದ್ದರು. ಸಭೆಯಲ್ಲಿ ಇಲಾಖಾವಾರು ಪ್ರಗತಿ ಪರಿಶೀಲನೆ ನಡೆಸಲಾಯಿತು. ಸಾರ್ವಜನಿಕರ ಸಮಸ್ಯೆಗಳಿಗೆ ತಕ್ಷಣ ಸ್ಪಂದಿಸಬೇಕು ಎಂದು ಸೂಚಿಸಿದರು.	[218, 210, 314, 245]
bottom-col-1	[236, 740, 312, 908]
drugs-col-3: ಬೇಲೂರು: ತಾಲೂಕು ಪಂಚಾಯಿತಿ ಸಭಾಂಗಣದಲ್ಲಿ ನಡೆದ ಕರ್ನಾಟಕ ಅಭಿವೃದ್ಧಿ ಕಾರ್ಯಕ್ರಮಗಳ ಪ್ರಗತಿ ಪರಿಶೀಲನಾ ಸಭೆಯಲ್ಲಿ ಶಾಸಕರು ಮತ್ತು ಸದಸ್ಯರ ನಡುವೆ ವಾಗ್ವಾದ ನಡೆದಿದ್ದು, ಅಧಿಕಾರಿಗಳು ಮೌನವಾಗಿ ಕುಳಿತಿದ್ದರು. ಸಭೆಯಲ್ಲಿ ಇಲಾಖಾವಾರು ಪ್ರಗತಿ ಪರಿಶೀಲನೆ ನಡೆಸಲಾಯಿತು. ಸಾರ್ವಜನಿಕರ ಸಮಸ್ಯೆಗಳಿಗೆ ತಕ್ಷಣ ಸ್ಪಂದಿಸಬೇಕು ಎಂದು ಸೂಚಿಸಿದರು.	[296, 368, 376, 409]
dani-label: ದನಿ	[60, 68, 77, 84]
ad1-line3: ಈಗಲೇ ಬುಕ್ ಮಾಡಿ	[339, 35, 380, 42]
left-rule-3	[6, 476, 120, 477]
taranga-bottom-right: ನಾನಾ ಕಣಕ್ಕಿಳಿದ ವೈನ್ ಘಟಕಗಳು	[18, 900, 226, 907]
forest-caption: ಅರಣ್ಯ ಇಲಾಖೆ ಸಿಬ್ಬಂದಿ ಬಂಧಿತ ಆರೋಪಿಗಳೊಂದಿಗೆ.	[468, 328, 551, 333]
